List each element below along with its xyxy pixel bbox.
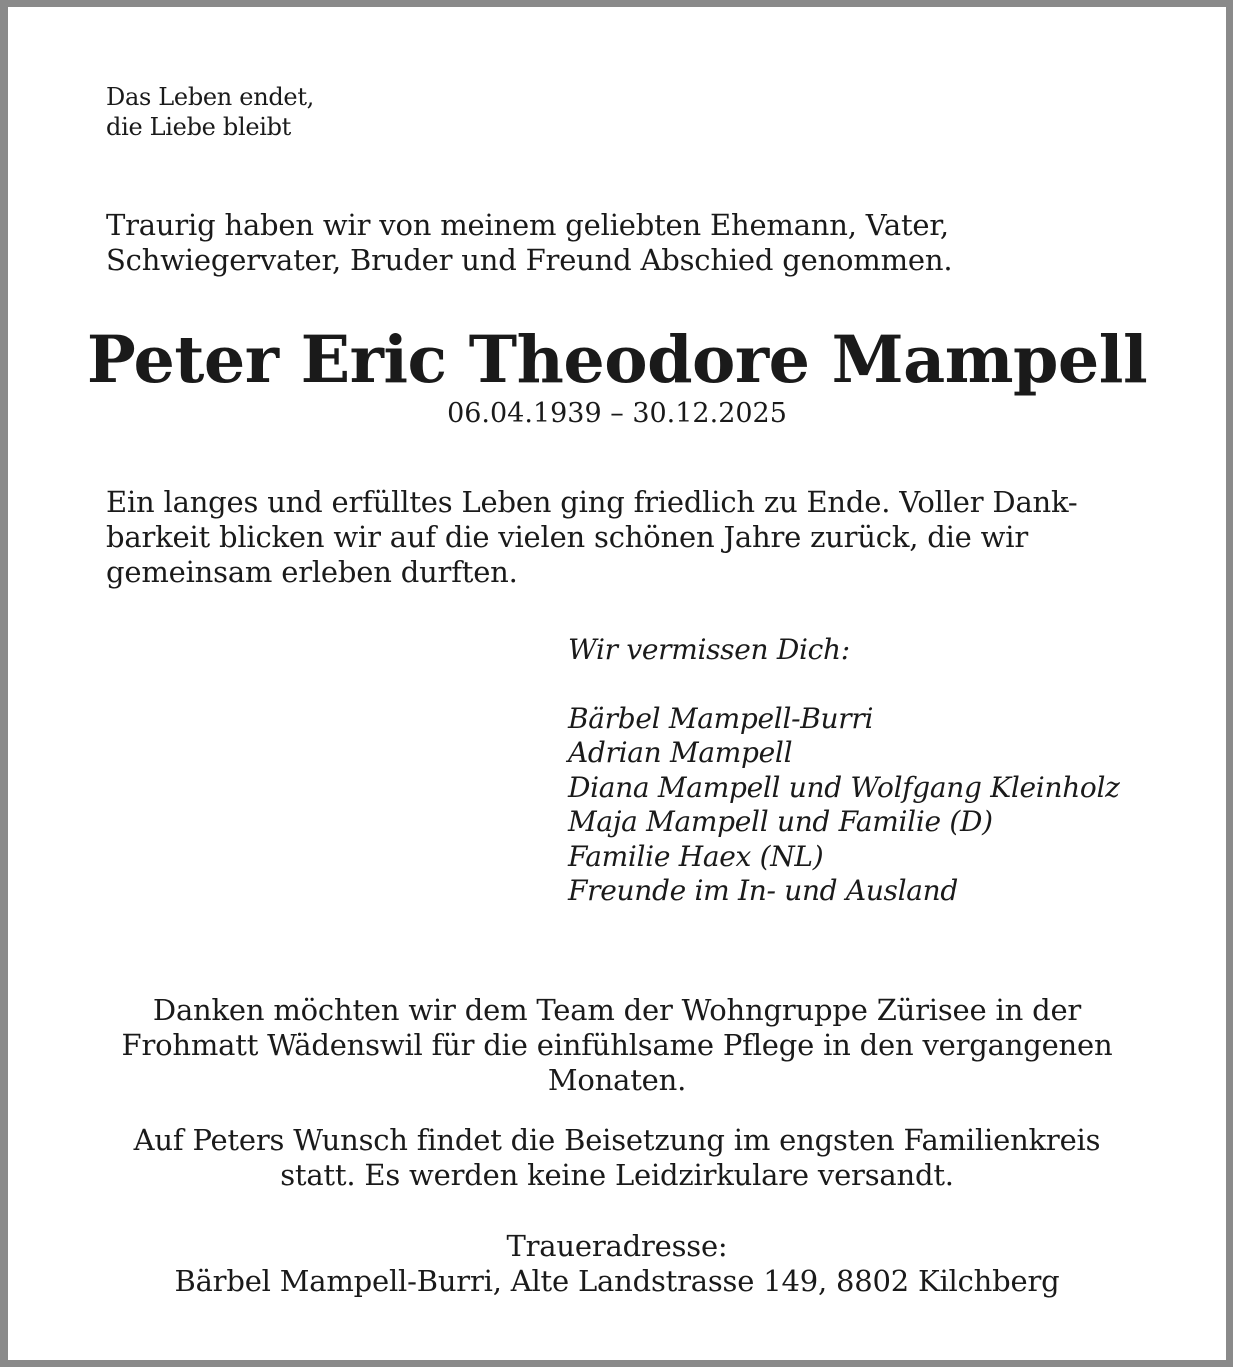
burial-notice [68,1123,1166,1193]
tribute-line: Ein langes und erfülltes Leben ging friedlich zu Ende. Voller Dank- [106,485,1078,519]
mourner-name: Bärbel Mampell-Burri [568,701,874,735]
mourners-block [568,633,1208,909]
thanks-text [68,993,1166,1098]
thanks-line: Frohmatt Wädenswil für die einfühlsame Pflege in den vergangenen [121,1028,1113,1062]
intro-line: Traurig haben wir von meinem geliebten Ehemann, Vater, [106,208,949,242]
mourner-name: Familie Haex (NL) [568,839,824,873]
address-value: Bärbel Mampell-Burri, Alte Landstrasse 149, 8802 Kilchberg [174,1264,1060,1298]
mourners-heading: Wir vermissen Dich: [568,633,850,666]
life-dates: 06.04.1939 – 30.12.2025 [447,398,787,429]
mourner-name: Maja Mampell und Familie (D) [568,805,993,838]
motto-line: die Liebe bleibt [106,113,292,141]
motto [106,82,314,142]
thanks-line: Danken möchten wir dem Team der Wohngruppe Zürisee in der [152,993,1082,1027]
mourner-name: Diana Mampell und Wolfgang Kleinholz [568,770,1120,804]
tribute-line: barkeit blicken wir auf die vielen schönen Jahre zurück, die wir [106,520,1029,554]
burial-line: Auf Peters Wunsch findet die Beisetzung im engsten Familienkreis [133,1123,1101,1157]
mourner-name: Freunde im In- und Ausland [568,874,959,907]
address-label: Traueradresse: [506,1229,728,1263]
thanks-line: Monaten. [547,1063,687,1097]
tribute-line: gemeinsam erleben durften. [106,555,518,589]
burial-line: statt. Es werden keine Leidzirkulare versandt. [280,1158,954,1192]
motto-line: Das Leben endet, [106,83,314,111]
mourner-name: Adrian Mampell [568,736,793,769]
deceased-name: Peter Eric Theodore Mampell [86,322,1148,398]
intro-line: Schwiegervater, Bruder und Freund Abschied genommen. [106,243,953,277]
obituary-page [8,7,1226,1360]
tribute-text [106,485,1128,590]
mourning-address [68,1229,1166,1299]
intro-text [106,208,1146,278]
